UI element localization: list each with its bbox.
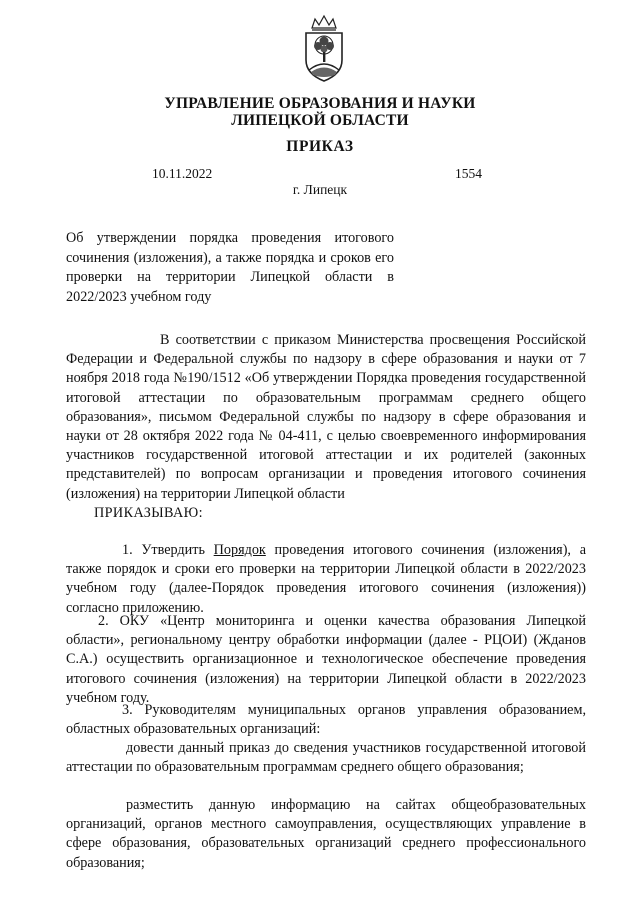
order-item-3-sub-a: довести данный приказ до сведения участников государственной итоговой аттестации по образовательным программам среднего общего образования;	[66, 740, 586, 776]
order-item-1-text: проведения итогового сочинения (изложения), а также порядок и сроки его проверки на территории Липецкой области в 2022/2023 учебном году (далее-Порядок проведения итогового сочинения (изложения)) согласно приложению.	[66, 542, 587, 616]
document-city: г. Липецк	[292, 182, 348, 197]
document-subject: Об утверждении порядка проведения итогового сочинения (изложения), а также порядка и сроков его проверки на территории Липецкой области в 2022/2023 учебном году	[66, 230, 394, 305]
preamble-paragraph: В соответствии с приказом Министерства просвещения Российской Федерации и Федеральной службы по надзору в сфере образования и науки от 7 ноября 2018 года №190/1512 «Об утверждении Порядка проведения государственной итоговой аттестации по образовательным программам среднего общего образования», письмом Федеральной службы по надзору в сфере образования и науки от 28 октября 2022 года № 04-411, с целью своевременного информирования участников государственной итоговой аттестации и их родителей (законных представителей) по вопросам организации и проведения итогового сочинения (изложения) на территории Липецкой области	[66, 332, 586, 502]
order-item-1-prefix: 1. Утвердить	[122, 542, 214, 558]
order-item-3-sub-b: разместить данную информацию на сайтах общеобразовательных организаций, органов местного самоуправления, осуществляющих управление в сфере образования, образовательных организаций среднего профессионального образования;	[66, 797, 586, 871]
order-item-2: 2. ОКУ «Центр мониторинга и оценки качества образования Липецкой области», региональному центру обработки информации (далее - РЦОИ) (Жданов С.А.) осуществить организационное и технологическое обеспечение проведения итогового сочинения (изложения) на территории Липецкой области в 2022/2023 учебном году.	[66, 613, 586, 706]
order-item-3: 3. Руководителям муниципальных органов управления образованием, областных образовательных организаций:	[66, 702, 586, 738]
order-item-1	[66, 541, 586, 618]
procedure-link[interactable]: Порядок	[213, 542, 266, 558]
organization-name-line1: УПРАВЛЕНИЕ ОБРАЗОВАНИЯ И НАУКИ	[164, 95, 476, 112]
organization-name-line2: ЛИПЕЦКОЙ ОБЛАСТИ	[231, 112, 409, 129]
order-word: ПРИКАЗЫВАЮ:	[94, 505, 203, 521]
document-date: 10.11.2022	[152, 166, 213, 181]
lipetsk-coat-of-arms-icon	[302, 14, 346, 84]
document-type: ПРИКАЗ	[286, 138, 354, 155]
document-number: 1554	[455, 166, 482, 181]
